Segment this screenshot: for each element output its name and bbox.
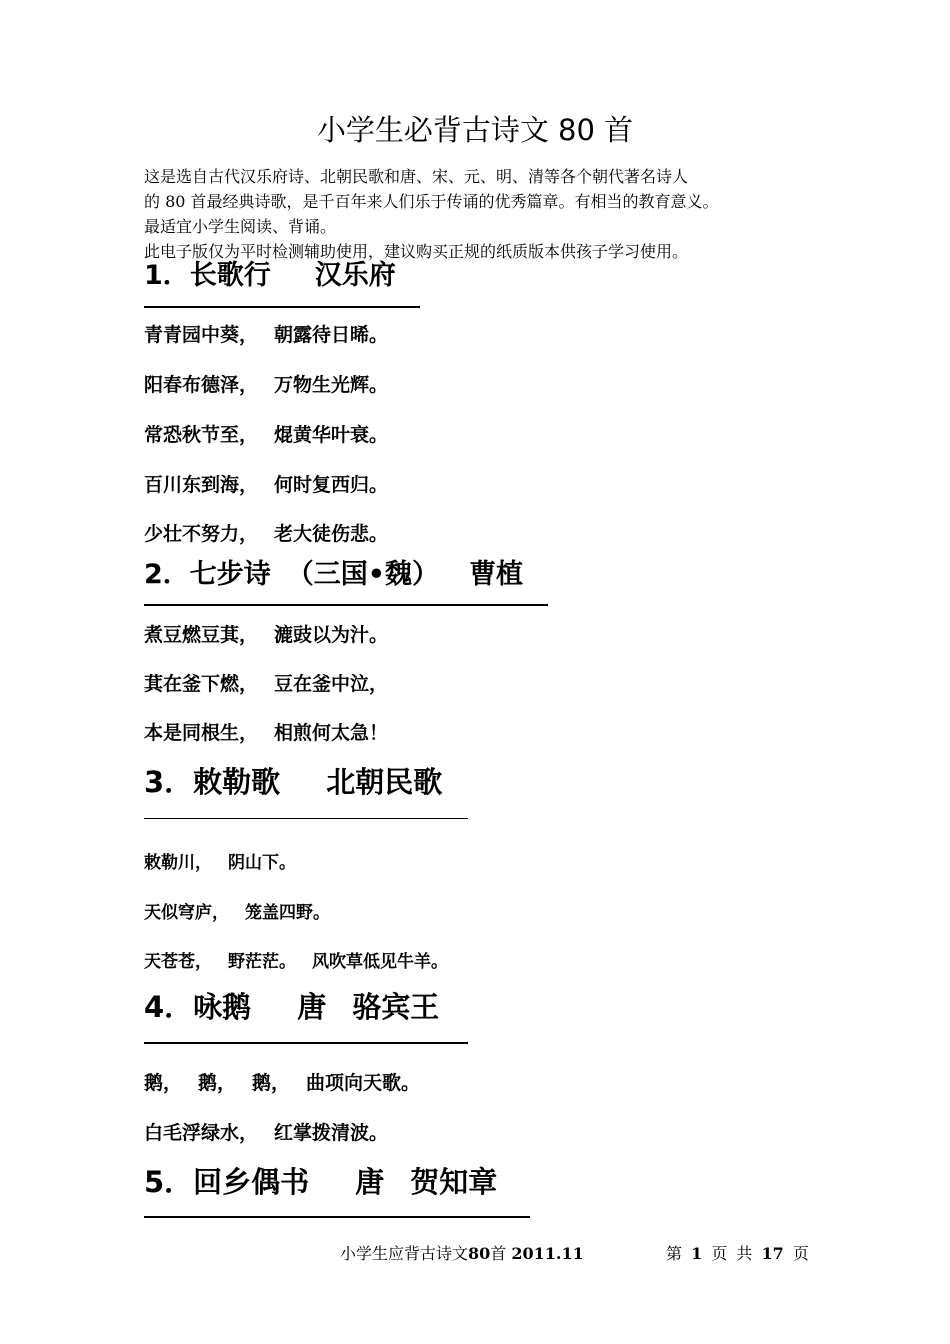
verse-segment: 曲项向天歌。 bbox=[306, 1072, 421, 1094]
poem-heading-5 bbox=[144, 1160, 530, 1218]
intro-line: 这是选自古代汉乐府诗、北朝民歌和唐、宋、元、明、清等各个朝代著名诗人 bbox=[144, 167, 689, 186]
intro-line: 最适宜小学生阅读、背诵。 bbox=[144, 217, 337, 236]
poem-title: 3．敕勒歌 bbox=[144, 765, 281, 799]
verse-segment: 白毛浮绿水， bbox=[144, 1122, 259, 1144]
verse-segment: 百川东到海， bbox=[144, 474, 259, 496]
verse-segment: 本是同根生， bbox=[144, 722, 259, 744]
poem-heading-1 bbox=[144, 258, 420, 308]
verse-segment: 笼盖四野。 bbox=[245, 903, 330, 923]
poem-title: 2．七步诗 bbox=[144, 559, 271, 590]
poem-author: 北朝民歌 bbox=[326, 765, 443, 799]
page-number: 1 bbox=[691, 1244, 703, 1263]
verse-segment: 萁在釜下燃， bbox=[144, 673, 259, 695]
poem-dynasty: 唐 bbox=[355, 1165, 385, 1199]
poem-line bbox=[144, 947, 448, 972]
page-prefix: 第 bbox=[666, 1244, 683, 1263]
verse-segment: 野茫茫。 bbox=[228, 952, 296, 972]
page-indicator bbox=[666, 1241, 809, 1264]
verse-segment: 相煎何太急！ bbox=[274, 722, 389, 744]
verse-segment: 老大徒伤悲。 bbox=[274, 523, 389, 545]
verse-segment: 万物生光辉。 bbox=[274, 374, 389, 396]
poem-line bbox=[144, 519, 388, 546]
verse-segment: 敕勒川， bbox=[144, 853, 212, 873]
footer-doc-info bbox=[340, 1241, 584, 1264]
poem-line bbox=[144, 620, 388, 647]
verse-segment: 鹅， bbox=[252, 1072, 291, 1094]
poem-heading-4 bbox=[144, 986, 468, 1044]
verse-segment: 阳春布德泽， bbox=[144, 374, 259, 396]
verse-segment: 何时复西归。 bbox=[274, 474, 389, 496]
verse-segment: 风吹草低见牛羊。 bbox=[312, 952, 448, 972]
poem-line bbox=[144, 1118, 388, 1145]
poem-author: 汉乐府 bbox=[314, 260, 396, 291]
poem-line bbox=[144, 1068, 420, 1095]
poem-line bbox=[144, 848, 296, 873]
footer-date: 2011.11 bbox=[511, 1244, 584, 1263]
verse-segment: 煮豆燃豆萁， bbox=[144, 624, 259, 646]
verse-segment: 焜黄华叶衰。 bbox=[274, 424, 389, 446]
verse-segment: 豆在釜中泣， bbox=[274, 673, 389, 695]
page-title: 小学生必背古诗文 80 首 bbox=[316, 113, 634, 147]
verse-segment: 天苍苍， bbox=[144, 952, 212, 972]
verse-segment: 朝露待日晞。 bbox=[274, 324, 389, 346]
intro-line: 的 80 首最经典诗歌，是千百年来人们乐于传诵的优秀篇章。有相当的教育意义。 bbox=[144, 192, 719, 211]
poem-dynasty: （三国•魏） bbox=[286, 559, 440, 590]
verse-segment: 青青园中葵， bbox=[144, 324, 259, 346]
verse-segment: 少壮不努力， bbox=[144, 523, 259, 545]
poem-title: 5．回乡偶书 bbox=[144, 1165, 310, 1199]
poem-author: 骆宾王 bbox=[352, 990, 440, 1024]
footer-count: 80 bbox=[468, 1244, 491, 1263]
poem-title: 4．咏鹅 bbox=[144, 990, 252, 1024]
footer-unit: 首 bbox=[490, 1244, 507, 1263]
verse-segment: 鹅， bbox=[198, 1072, 237, 1094]
verse-segment: 阴山下。 bbox=[228, 853, 296, 873]
verse-segment: 常恐秋节至， bbox=[144, 424, 259, 446]
poem-line bbox=[144, 420, 388, 447]
poem-line bbox=[144, 669, 388, 696]
poem-line bbox=[144, 898, 330, 923]
poem-title: 1．长歌行 bbox=[144, 260, 271, 291]
verse-segment: 天似穹庐， bbox=[144, 903, 229, 923]
poem-heading-2 bbox=[144, 556, 548, 606]
poem-author: 贺知章 bbox=[410, 1165, 498, 1199]
poem-line bbox=[144, 470, 388, 497]
page-total: 17 bbox=[761, 1244, 784, 1263]
verse-segment: 鹅， bbox=[144, 1072, 183, 1094]
page-mid: 页 共 bbox=[711, 1244, 753, 1263]
verse-segment: 红掌拨清波。 bbox=[274, 1122, 389, 1144]
poem-author: 曹植 bbox=[469, 559, 524, 590]
verse-segment: 漉豉以为汁。 bbox=[274, 624, 389, 646]
poem-line bbox=[144, 718, 388, 745]
poem-heading-3 bbox=[144, 762, 468, 819]
poem-line bbox=[144, 370, 388, 397]
poem-line bbox=[144, 320, 388, 347]
poem-dynasty: 唐 bbox=[297, 990, 327, 1024]
intro-paragraph bbox=[144, 164, 824, 264]
footer-doc-name: 小学生应背古诗文 bbox=[340, 1244, 469, 1263]
page-suffix: 页 bbox=[792, 1244, 809, 1263]
intro-line: 此电子版仅为平时检测辅助使用，建议购买正规的纸质版本供孩子学习使用。 bbox=[144, 242, 689, 261]
